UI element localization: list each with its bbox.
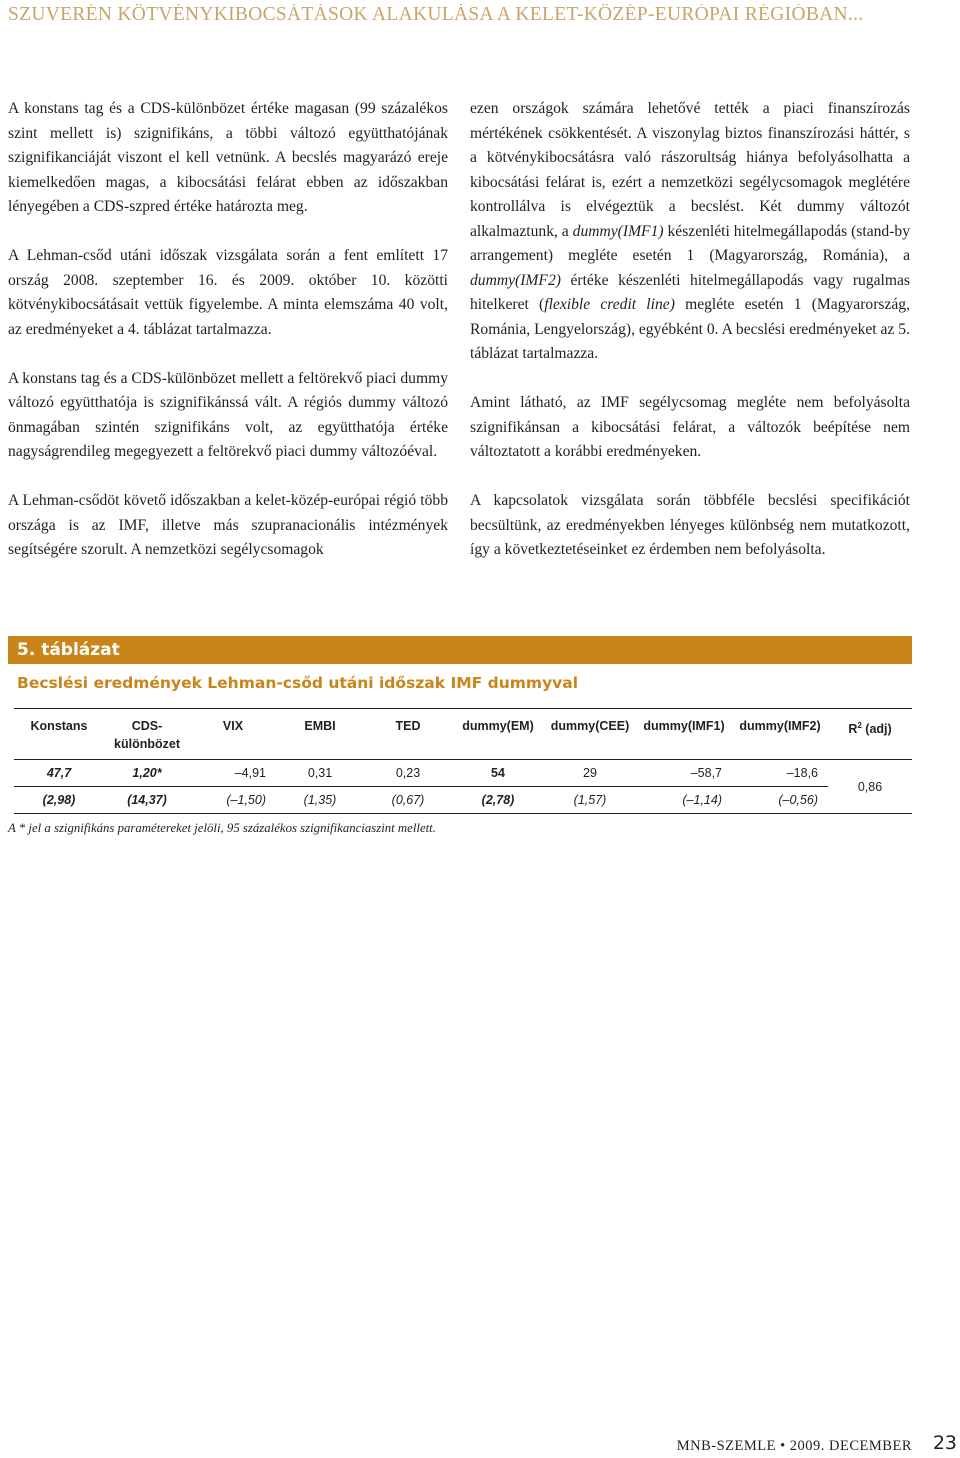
cell-ted-t: (0,67) [364, 787, 452, 814]
cds-header-line2: különbözet [114, 737, 180, 751]
right-column [470, 97, 910, 563]
footer-folio [677, 1438, 912, 1455]
results-table [14, 708, 912, 814]
cell-dummy-imf1: –58,7 [690, 766, 722, 780]
running-head: SZUVERÉN KÖTVÉNYKIBOCSÁTÁSOK ALAKULÁSA A KELET-KÖZÉP-EURÓPAI RÉGIÓBAN... [8, 4, 864, 25]
col-header-cds [104, 709, 190, 760]
table-note: A * jel a szignifikáns paramétereket jelöli, 95 százalékos szignifikanciaszint mellett. [8, 821, 436, 835]
journal-name: MNB-SZEMLE [676, 1438, 776, 1454]
dummy-imf1-term: dummy(IMF1) [572, 222, 664, 240]
table-header-row [14, 709, 912, 760]
col-header-dummy-cee: dummy(CEE) [544, 709, 636, 760]
left-paragraph-2: A Lehman-csőd utáni időszak vizsgálata során a fent említett 17 ország 2008. szeptember 16. és 2009. október 10. közötti kötvénykibocsátásait vettük figyelembe. A minta elemszáma 40 volt, az eredményeket a 4. táblázat tartalmazza. [8, 247, 448, 338]
cell-ted: 0,23 [395, 766, 421, 780]
cell-dummy-em-t: (2,78) [452, 787, 544, 814]
flexible-credit-line-term: flexible credit line) [544, 296, 675, 313]
right-p1-text-a: ezen országok számára lehetővé tették a piaci finanszírozás mértékének csökkentését. A viszonylag biztos finanszírozási háttér, s a kötvénykibocsátásra való rászorultság hiánya befolyásolhatta a kibocsátási felárat is, ezért a nemzetközi segélycsomagok meglétére kontrollálva is elvégeztük a becslést. Két dummy változót alkalmaztunk, a [470, 100, 910, 240]
right-paragraph-3: A kapcsolatok vizsgálata során többféle becslési specifikációt becsültünk, az eredményekben lényeges különbség nem mutatkozott, így a következtetéseinket ez érdemben nem befolyásolta. [470, 492, 910, 558]
table-title: Becslési eredmények Lehman-csőd utáni időszak IMF dummyval [17, 674, 579, 692]
left-paragraph-1: A konstans tag és a CDS-különbözet értéke magasan (99 százalékos szint mellett is) szignifikáns, a többi változó együtthatójának szignifikanciáját viszont el kell vetnünk. A becslés magyarázó ereje kiemelkedően magas, a kibocsátási felárat ebben az időszakban lényegében a CDS-szpred értéke határozta meg. [8, 100, 448, 215]
col-header-embi: EMBI [276, 709, 364, 760]
right-p1-text-c: értéke készenléti hitelmegállapodás vagy rugalmas hitelkeret ( [470, 271, 910, 313]
cell-embi: 0,31 [307, 766, 333, 780]
cell-konstans-t: (2,98) [14, 787, 104, 814]
table-row-coefficients [14, 760, 912, 787]
r2-rest: (adj) [861, 722, 892, 737]
col-header-konstans: Konstans [14, 709, 104, 760]
dummy-imf2-term: dummy(IMF2) [470, 271, 561, 289]
table-5 [8, 636, 912, 836]
left-paragraph-4: A Lehman-csődöt követő időszakban a kelet-közép-európai régió több országa is az IMF, illetve más szupranacionális intézmények segítségére szorult. A nemzetközi segélycsomagok [8, 492, 448, 558]
col-header-vix: VIX [190, 709, 276, 760]
cell-cds-t: (14,37) [104, 787, 190, 814]
table-label: 5. táblázat [8, 636, 912, 664]
col-header-dummy-imf2: dummy(IMF2) [732, 709, 828, 760]
cell-embi-t: (1,35) [276, 787, 364, 814]
issue-date: 2009. DECEMBER [789, 1438, 912, 1454]
left-column [8, 97, 448, 563]
col-header-ted: TED [364, 709, 452, 760]
r2-base: R [848, 722, 858, 737]
cds-header-line1: CDS- [131, 719, 163, 733]
cell-vix: –4,91 [234, 766, 266, 780]
r2-sup: 2 [857, 721, 862, 730]
right-paragraph-2: Amint látható, az IMF segélycsomag megléte nem befolyásolta szignifikánsan a kibocsátási felárat, a változók beépítése nem változtatott a korábbi eredményeken. [470, 394, 910, 460]
cell-dummy-imf2-t: (–0,56) [732, 787, 828, 814]
bullet-separator: • [780, 1438, 786, 1454]
page-number: 23 [932, 1432, 957, 1454]
cell-dummy-imf2: –18,6 [786, 766, 818, 780]
col-header-dummy-imf1: dummy(IMF1) [636, 709, 732, 760]
col-header-r2 [828, 709, 912, 760]
cell-dummy-cee: 29 [583, 766, 597, 780]
cell-konstans: 47,7 [46, 766, 72, 780]
right-p1-text-b: készenléti hitelmegállapodás (stand-by arrangement) megléte esetén 1 (Magyarország, Románia), a [470, 222, 910, 264]
cell-cds: 1,20* [132, 766, 162, 780]
cell-dummy-cee-t: (1,57) [544, 787, 636, 814]
table-row-tstats [14, 787, 912, 814]
cell-r2: 0,86 [828, 760, 912, 814]
cell-dummy-imf1-t: (–1,14) [636, 787, 732, 814]
cell-vix-t: (–1,50) [190, 787, 276, 814]
col-header-dummy-em: dummy(EM) [452, 709, 544, 760]
left-paragraph-3: A konstans tag és a CDS-különbözet mellett a feltörekvő piaci dummy változó együtthatója is szignifikánssá vált. A régiós dummy változó önmagában szintén szignifikáns volt, az együtthatója értéke nagyságrendileg megegyezett a feltörekvő piaci dummy változóéval. [8, 369, 448, 460]
cell-dummy-em: 54 [491, 766, 505, 780]
right-paragraph-1 [470, 97, 910, 367]
right-p1-text-d: megléte esetén 1 (Magyarország, Románia, Lengyelország), egyébként 0. A becslési eredményeket az 5. táblázat tartalmazza. [470, 296, 910, 362]
